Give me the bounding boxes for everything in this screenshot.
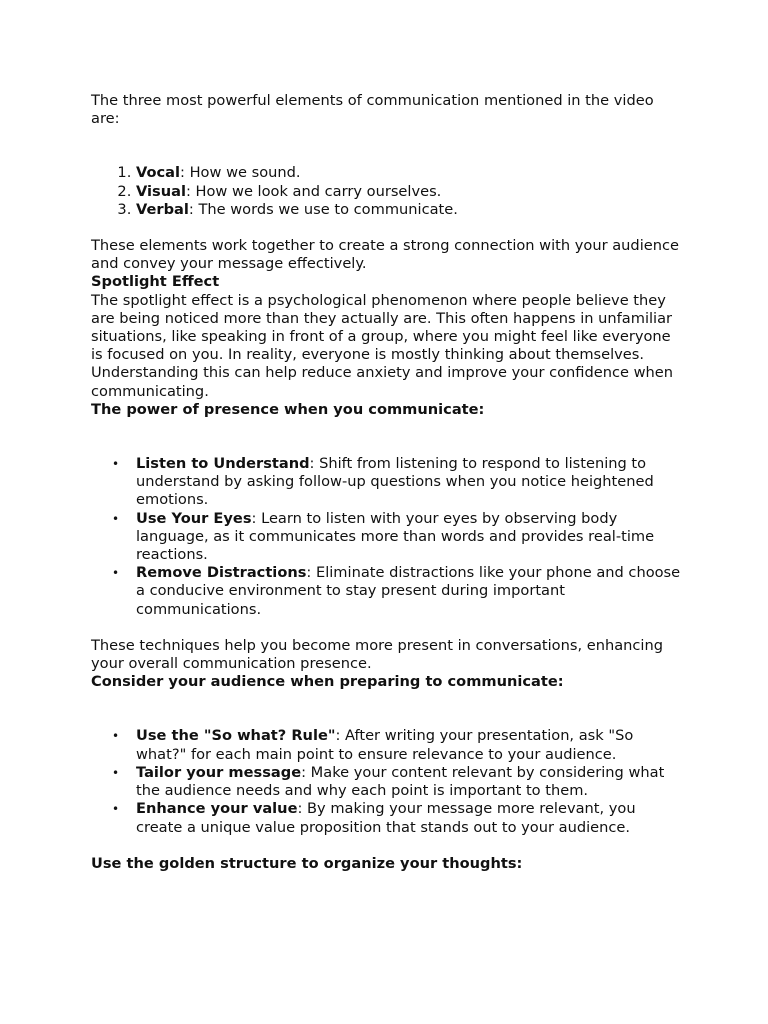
presence-summary: These techniques help you become more present in conversations, enhancing your overall communication presence. — [91, 636, 663, 673]
list-item-desc: : The words we use to communicate. — [188, 200, 458, 218]
list-item-term: Visual — [136, 182, 186, 200]
list-item-term: Enhance your value — [136, 800, 298, 818]
list-item-desc: : Eliminate distractions like your phone and choose a conducive environment to stay present during important communications. — [136, 564, 681, 618]
list-item-term: Listen to Understand — [136, 455, 310, 473]
list-item — [136, 800, 681, 836]
list-item — [136, 764, 681, 800]
elements-summary: These elements work together to create a strong connection with your audience and convey your message effectively. — [91, 237, 679, 273]
list-item-term: Tailor your message — [136, 763, 302, 781]
list-item-term: Use Your Eyes — [136, 509, 252, 527]
list-item-desc: : Learn to listen with your eyes by observing body language, as it communicates more than words and provides real-time reactions. — [136, 509, 655, 564]
list-item-desc: : How we look and carry ourselves. — [185, 182, 442, 200]
list-item-desc: : By making your message more relevant, you create a unique value proposition that stands out to your audience. — [136, 800, 636, 836]
list-item-desc: : How we sound. — [180, 164, 301, 182]
audience-list — [91, 727, 681, 836]
communication-elements-list — [91, 164, 681, 219]
list-item-term: Use the "So what? Rule" — [136, 727, 336, 745]
list-item — [136, 727, 681, 763]
list-item-desc: : Shift from listening to respond to listening to understand by asking follow-up questions when you notice heightened emotions. — [136, 455, 654, 509]
list-item-desc: : After writing your presentation, ask "So what?" for each main point to ensure relevance to your audience. — [136, 727, 634, 763]
list-item-desc: : Make your content relevant by considering what the audience needs and why each point is important to them. — [136, 763, 665, 800]
presence-list — [91, 455, 681, 619]
spotlight-paragraph: The spotlight effect is a psychological phenomenon where people believe they are being noticed more than they actually are. This often happens in unfamiliar situations, like speaking in front of a group, where you might feel like everyone is focused on you. In reality, everyone is mostly thinking about themselves. Understanding this can help reduce anxiety and improve your confidence when communicating. — [91, 291, 674, 400]
list-item — [136, 564, 681, 619]
list-item — [136, 201, 681, 219]
list-item-term: Vocal — [136, 164, 181, 182]
list-item — [136, 510, 681, 565]
document-page — [91, 92, 681, 873]
list-item — [136, 183, 681, 201]
presence-heading: The power of presence when you communicate: — [91, 400, 485, 418]
golden-structure-heading: Use the golden structure to organize your thoughts: — [91, 854, 523, 872]
list-item — [136, 455, 681, 510]
audience-heading: Consider your audience when preparing to communicate: — [91, 673, 564, 691]
list-item — [136, 164, 681, 182]
intro-paragraph: The three most powerful elements of communication mentioned in the video are: — [91, 92, 654, 128]
spotlight-heading: Spotlight Effect — [91, 273, 220, 291]
list-item-term: Verbal — [136, 200, 189, 218]
list-item-term: Remove Distractions — [136, 564, 307, 582]
